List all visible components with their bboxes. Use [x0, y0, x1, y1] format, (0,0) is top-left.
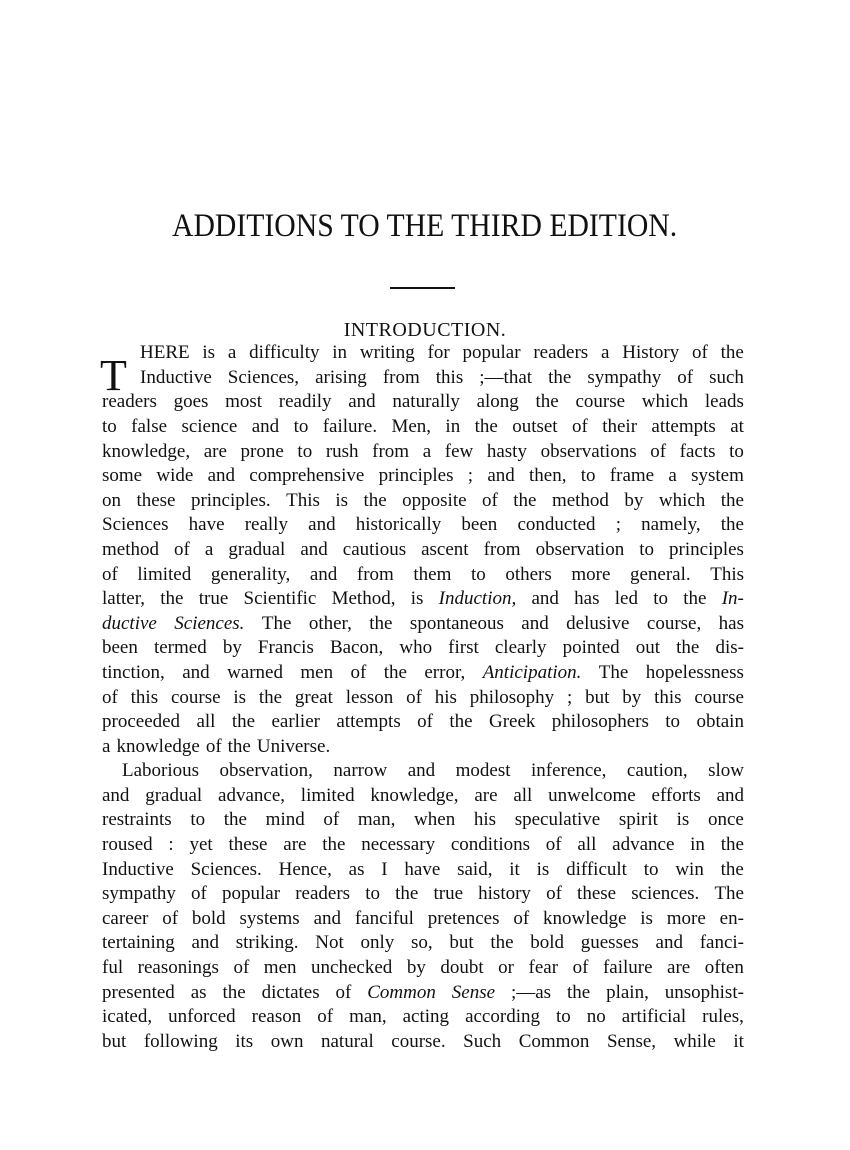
text-line: latter, the true Scientific Method, is Induction, and has led to the In- — [102, 588, 744, 609]
text-line: on these principles. This is the opposite of the method by which the — [102, 490, 744, 511]
text-line: to false science and to failure. Men, in the outset of their attempts at — [102, 416, 744, 437]
title-divider — [390, 287, 455, 289]
text-line: some wide and comprehensive principles ; and then, to frame a system — [102, 465, 744, 486]
text-line: presented as the dictates of Common Sense ;—as the plain, unsophist- — [102, 982, 744, 1003]
drop-cap: T — [100, 351, 127, 400]
text-line: knowledge, are prone to rush from a few hasty observations of facts to — [102, 441, 744, 462]
text-line: and gradual advance, limited knowledge, are all unwelcome efforts and — [102, 785, 744, 806]
text-line: career of bold systems and fanciful pretences of knowledge is more en- — [102, 908, 744, 929]
text-line: proceeded all the earlier attempts of the Greek philosophers to obtain — [102, 711, 744, 732]
text-line: Sciences have really and historically been conducted ; namely, the — [102, 514, 744, 535]
text-line: but following its own natural course. Such Common Sense, while it — [102, 1031, 744, 1052]
text-line: Laborious observation, narrow and modest inference, caution, slow — [122, 760, 744, 781]
text-line: of limited generality, and from them to others more general. This — [102, 564, 744, 585]
text-line: roused : yet these are the necessary conditions of all advance in the — [102, 834, 744, 855]
text-line: method of a gradual and cautious ascent from observation to principles — [102, 539, 744, 560]
text-line: restraints to the mind of man, when his speculative spirit is once — [102, 809, 744, 830]
section-heading: INTRODUCTION. — [343, 319, 507, 341]
text-line: a knowledge of the Universe. — [102, 736, 331, 757]
text-line: ful reasonings of men unchecked by doubt or fear of failure are often — [102, 957, 744, 978]
text-line: been termed by Francis Bacon, who first clearly pointed out the dis- — [102, 637, 744, 658]
text-line: tinction, and warned men of the error, Anticipation. The hopelessness — [102, 662, 744, 683]
text-line: Inductive Sciences, arising from this ;—that the sympathy of such — [140, 367, 744, 388]
text-line: sympathy of popular readers to the true history of these sciences. The — [102, 883, 744, 904]
text-line: icated, unforced reason of man, acting according to no artificial rules, — [102, 1006, 744, 1027]
text-line: of this course is the great lesson of his philosophy ; but by this course — [102, 687, 744, 708]
text-line: readers goes most readily and naturally along the course which leads — [102, 391, 744, 412]
text-line: ductive Sciences. The other, the spontaneous and delusive course, has — [102, 613, 744, 634]
text-line: HERE is a difficulty in writing for popular readers a History of the — [140, 342, 744, 363]
page-title: ADDITIONS TO THE THIRD EDITION. — [172, 208, 678, 244]
text-line: tertaining and striking. Not only so, but the bold guesses and fanci- — [102, 932, 744, 953]
text-line: Inductive Sciences. Hence, as I have said, it is difficult to win the — [102, 859, 744, 880]
